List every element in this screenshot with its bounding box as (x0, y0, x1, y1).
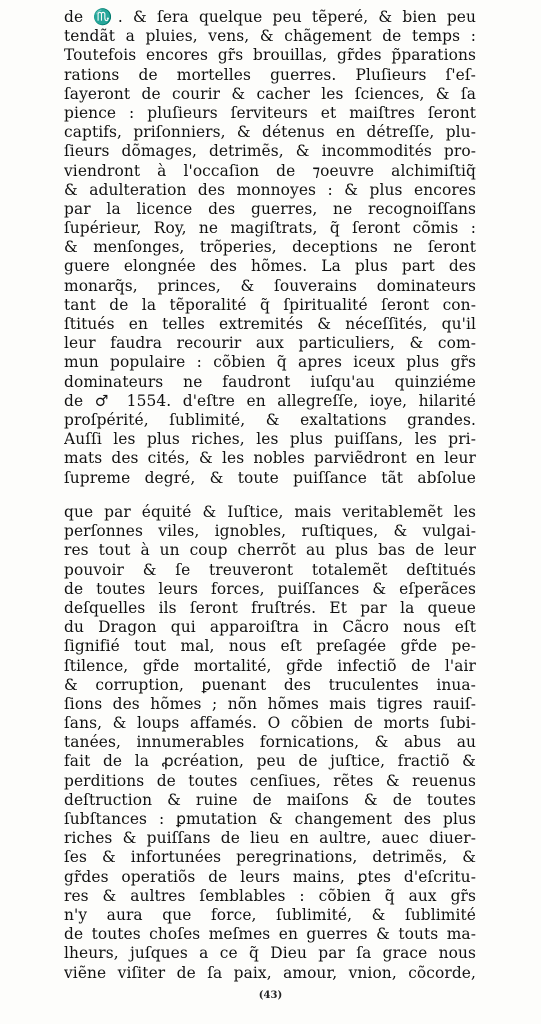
text-line: gr̃des operatiõs de leurs mains, ꝑtes d'eſcritu- (64, 867, 476, 886)
text-line: du Dragon qui apparoiſtra in Cãcro nous eſt (64, 618, 476, 637)
text-line: Auſſi les plus riches, les plus puiſſans, les pri- (64, 430, 476, 449)
text-line: dominateurs ne faudront iuſqu'au quinziéme (64, 372, 476, 391)
text-line: mun populaire : cõbien q̃ apres iceux plus gr̃s (64, 353, 476, 372)
text-line: ſupreme degré, & toute puiſſance tãt abſolue (64, 468, 476, 487)
text-line: de ♂ 1554. d'eſtre en allegreſſe, ioye, hilarité (64, 391, 476, 410)
text-line: ſtilence, gr̃de mortalité, gr̃de infectiõ de l'air (64, 656, 476, 675)
text-line: Toutefois encores gr̃s brouillas, gr̃des p̃parations (64, 46, 476, 65)
text-line: pouvoir & ſe treuveront totalemẽt deſtitués (64, 560, 476, 579)
text-line: riches & puiſſans de lieu en aultre, auec diuer- (64, 829, 476, 848)
text-line: deſtruction & ruine de maiſons & de toutes (64, 790, 476, 809)
text-line: ſayeront de courir & cacher les ſciences, & ſa (64, 84, 476, 103)
text-line: leur faudra recourir aux particuliers, & com- (64, 334, 476, 353)
text-line: guere elongnée des hõmes. La plus part des (64, 257, 476, 276)
text-line: deſquelles ils ſeront fruſtrés. Et par la queue (64, 598, 476, 617)
text-line: de toutes leurs forces, puiſſances & eſperãces (64, 579, 476, 598)
text-line: perſonnes viles, ignobles, ruſtiques, & vulgai- (64, 522, 476, 541)
text-line: monarq̃s, princes, & ſouverains dominateurs (64, 276, 476, 295)
text-line: ſignifié tout mal, nous eſt preſagée gr̃de pe- (64, 637, 476, 656)
text-line: captifs, priſonniers, & détenus en détreſſe, plu- (64, 123, 476, 142)
text-line: tanées, innumerables fornications, & abus au (64, 733, 476, 752)
text-line: ſupérieur, Roy, ne magiſtrats, q̃ ſeront cõmis : (64, 219, 476, 238)
text-line: ſtitués en telles extremités & néceſſités, qu'il (64, 315, 476, 333)
text-line: viẽne viſiter de ſa paix, amour, vnion, cõcorde, (64, 963, 476, 982)
text-line: & corruption, ꝑuenant des truculentes inua- (64, 675, 476, 694)
text-line: perditions de toutes cenſiues, rẽtes & reuenus (64, 771, 476, 790)
text-block-lower (64, 503, 476, 983)
text-line: fait de la ꝓcréation, peu de juſtice, fractiõ & (64, 752, 476, 771)
text-line: tant de la tẽporalité q̃ ſpiritualité ſeront con- (64, 295, 476, 314)
text-line: res & aultres ſemblables : cõbien q̃ aux gr̃s (64, 886, 476, 905)
text-line: res tout à un coup cherrõt au plus bas de leur (64, 541, 476, 560)
text-line: ſieurs dõmages, detrimẽs, & incommodités pro- (64, 142, 476, 161)
text-line: pience : pluſieurs ſerviteurs et maiſtres ſeront (64, 103, 476, 122)
text-line: lheurs, juſques a ce q̃ Dieu par ſa grace nous (64, 944, 476, 963)
text-line: & menſonges, trõperies, deceptions ne ſeront (64, 238, 476, 257)
text-block-upper (64, 8, 476, 488)
text-line: que par équité & Iuſtice, mais veritablemẽt les (64, 503, 476, 521)
text-line: ſes & infortunées peregrinations, detrimẽs, & (64, 848, 476, 867)
page-number: (43) (258, 990, 283, 1001)
text-line: & adulteration des monnoyes : & plus encores (64, 180, 476, 199)
text-line: n'y aura que force, ſublimité, & ſublimité (64, 905, 476, 924)
text-line: viendront à l'occaſion de ⁊oeuvre alchimiſtiq̃ (64, 161, 476, 180)
text-line: ſans, & loups affamés. O cõbien de morts ſubi- (64, 714, 476, 733)
text-line: par la licence des guerres, ne recognoiſſans (64, 199, 476, 218)
text-line: tendãt a pluies, vens, & chãgement de temps : (64, 27, 476, 46)
text-line: ſubſtances : ꝑmutation & changement des plus (64, 810, 476, 828)
text-line: de toutes choſes meſmes en guerres & touts ma- (64, 925, 476, 944)
text-line: rations de mortelles guerres. Pluſieurs ſ'eſ- (64, 65, 476, 84)
text-line: de ♏. & ſera quelque peu tẽperé, & bien peu (64, 8, 476, 26)
text-line: ſions des hõmes ; nõn hõmes mais tigres rauiſ- (64, 694, 476, 713)
text-line: mats des cités, & les nobles parviẽdront en leur (64, 449, 476, 468)
text-line: proſpérité, ſublimité, & exaltations grandes. (64, 410, 476, 429)
